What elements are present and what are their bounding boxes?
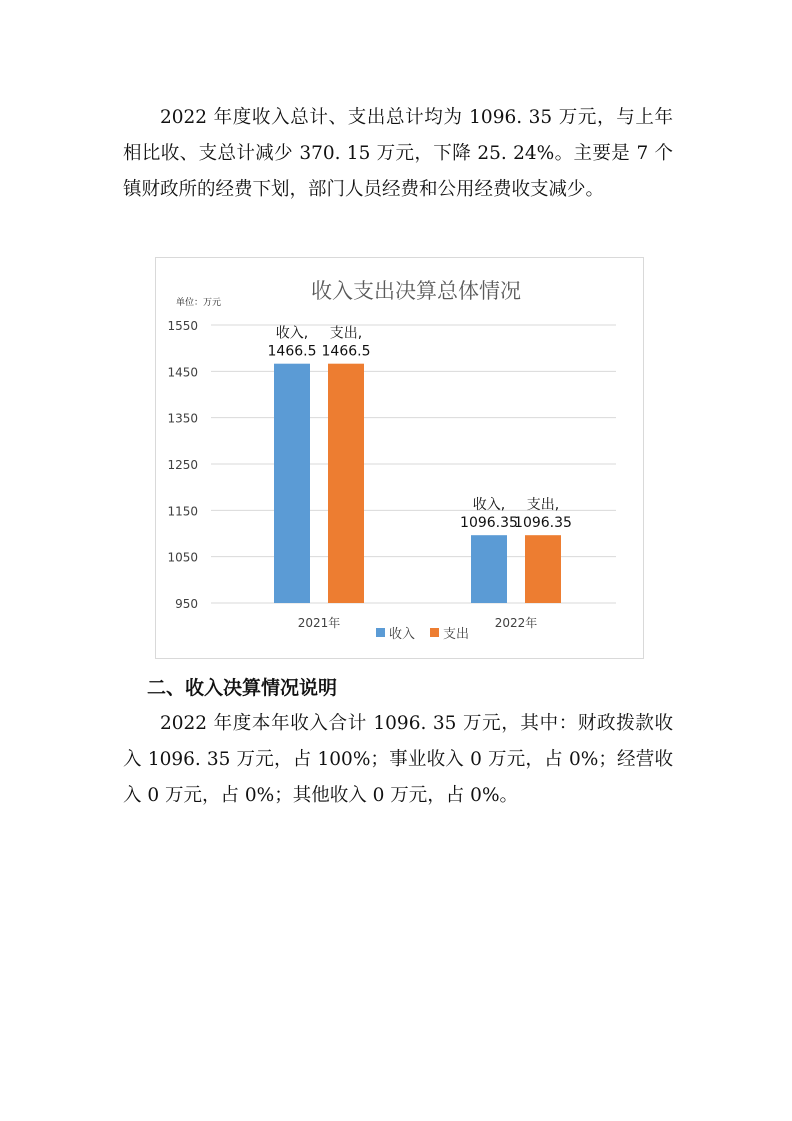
y-tick-label: 1450 (167, 365, 198, 380)
chart-title: 收入支出决算总体情况 (311, 279, 521, 303)
bar-支出 (525, 535, 561, 603)
y-tick-label: 1550 (167, 319, 198, 333)
bar-支出 (328, 364, 364, 603)
unit-label: 单位：万元 (176, 298, 222, 308)
data-labels (268, 325, 572, 532)
bars (274, 364, 561, 603)
data-label-series: 支出, (329, 325, 363, 342)
legend-swatch-收入 (376, 628, 385, 637)
income-expense-chart (155, 257, 644, 659)
y-axis-ticks (167, 319, 198, 611)
bar-收入 (471, 535, 507, 603)
income-paragraph: 2022 年度本年收入合计 1096. 35 万元，其中：财政拨款收入 1096. 35 万元，占 100%；事业收入 0 万元，占 0%；经营收入 0 万元，占 0%；其他收入 0 万元，占 0%。 (123, 713, 673, 806)
chart-svg (156, 258, 645, 660)
y-tick-label: 1050 (167, 550, 198, 565)
legend-label: 支出 (443, 627, 470, 642)
legend-swatch-支出 (430, 628, 439, 637)
legend-label: 收入 (389, 627, 416, 642)
data-label-value: 1096.35 (514, 515, 572, 532)
data-label-series: 收入, (472, 497, 506, 514)
data-label-series: 收入, (275, 325, 309, 342)
data-label-value: 1466.5 (267, 343, 317, 360)
x-tick-label: 2021年 (297, 616, 341, 630)
y-tick-label: 950 (175, 597, 198, 611)
section-heading: 二、收入决算情况说明 (147, 677, 338, 699)
data-label-value: 1466.5 (321, 343, 371, 360)
legend (376, 626, 469, 642)
bar-收入 (274, 364, 310, 603)
x-axis-ticks (298, 615, 538, 630)
y-tick-label: 1250 (167, 458, 198, 472)
x-tick-label: 2022年 (494, 616, 538, 630)
y-tick-label: 1150 (167, 504, 198, 519)
data-label-series: 支出, (526, 497, 560, 514)
y-tick-label: 1350 (167, 411, 198, 426)
intro-paragraph: 2022 年度收入总计、支出总计均为 1096. 35 万元，与上年相比收、支总计减少 370. 15 万元，下降 25. 24%。主要是 7 个镇财政所的经费下划，部门人员经费和公用经费收支减少。 (123, 107, 673, 200)
data-label-value: 1096.35 (460, 515, 518, 532)
